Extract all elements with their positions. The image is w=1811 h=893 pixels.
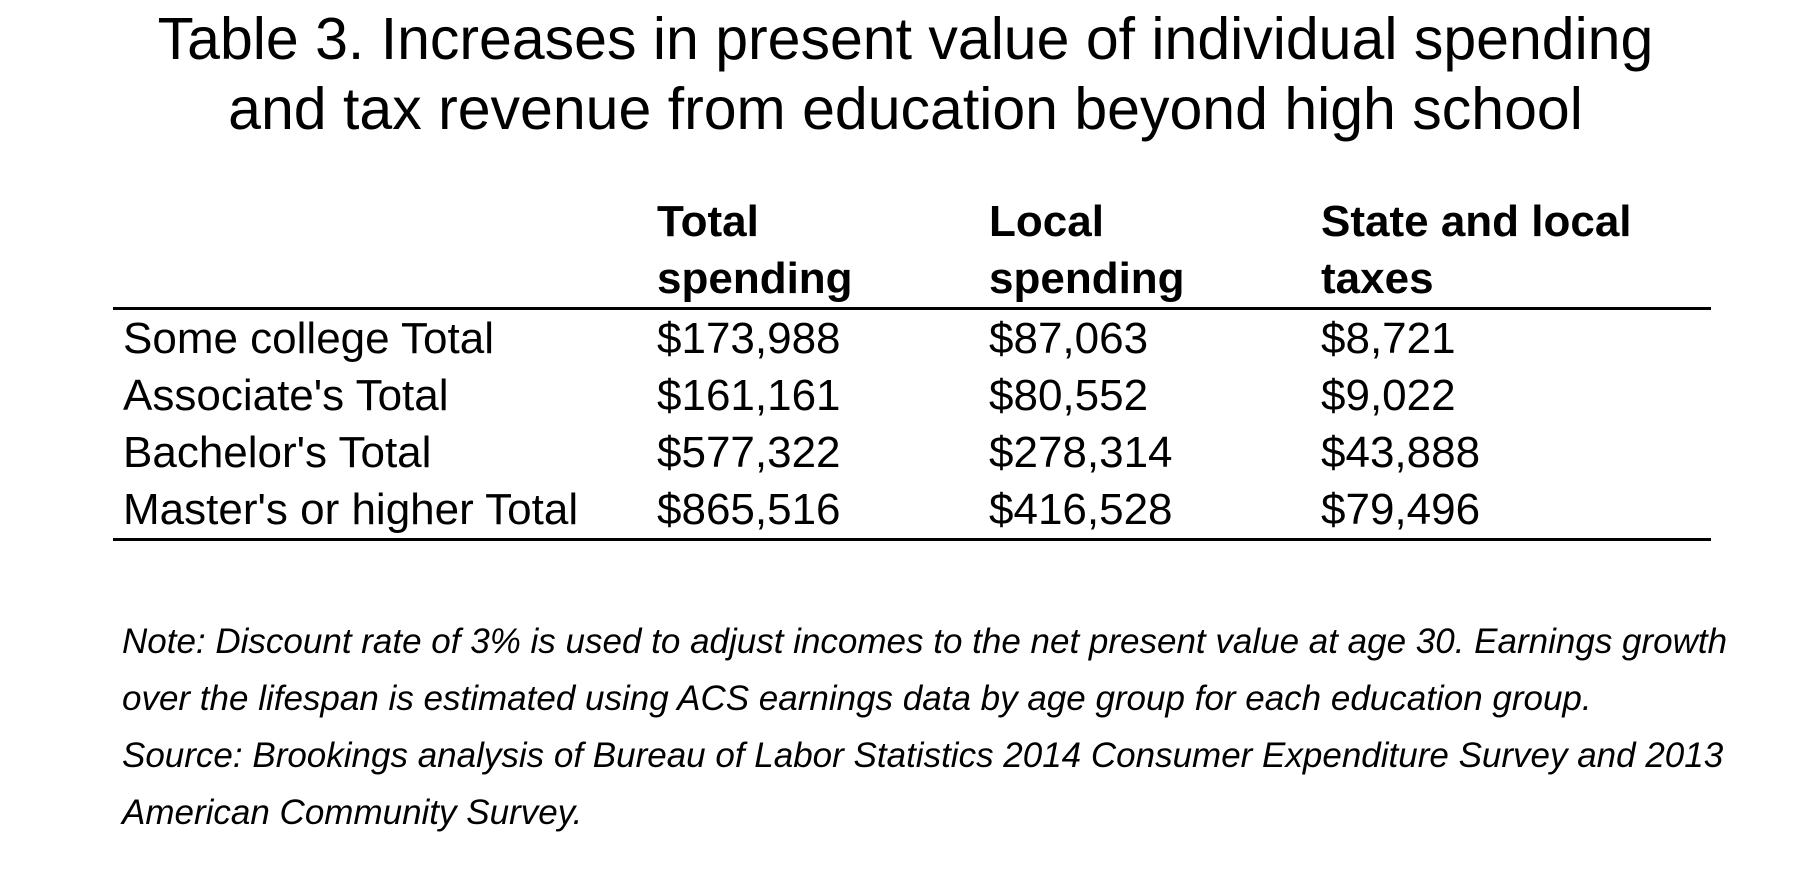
cell-total-spending: $161,161 — [657, 371, 841, 420]
table-row-some-college — [113, 309, 1711, 368]
cell-total-spending: $577,322 — [657, 428, 841, 477]
header-total-spending-line-2: spending — [657, 254, 853, 303]
note-text: Note: Discount rate of 3% is used to adjust incomes to the net present value at age 30. Earnings growth over the lifespan is estimated using ACS earnings data by age group for each education group. — [122, 622, 1728, 718]
source-text: Source: Brookings analysis of Bureau of Labor Statistics 2014 Consumer Expenditure Survey and 2013 American Community Survey. — [122, 736, 1724, 832]
header-state-local-taxes-line-2: taxes — [1321, 254, 1434, 303]
table-row-bachelors — [113, 424, 1711, 481]
cell-state-local-taxes: $43,888 — [1321, 428, 1481, 477]
row-label: Master's or higher Total — [113, 481, 657, 540]
header-local-spending-line-2: spending — [989, 254, 1185, 303]
cell-state-local-taxes: $8,721 — [1321, 314, 1456, 363]
row-label: Some college Total — [123, 314, 494, 363]
header-total-spending — [657, 193, 989, 309]
header-blank — [113, 193, 657, 309]
cell-local-spending: $416,528 — [989, 481, 1321, 540]
header-local-spending — [989, 193, 1321, 309]
header-state-local-taxes — [1321, 193, 1711, 309]
header-total-spending-line-1: Total — [657, 197, 759, 246]
cell-local-spending: $87,063 — [989, 314, 1149, 363]
table-row-associates — [113, 367, 1711, 424]
cell-local-spending: $278,314 — [989, 428, 1173, 477]
table-title-line-1: Table 3. Increases in present value of individual spending — [157, 6, 1654, 72]
table-row-masters — [113, 481, 1711, 540]
cell-local-spending: $80,552 — [989, 371, 1149, 420]
table-notes — [122, 613, 1762, 841]
row-label: Associate's Total — [123, 371, 449, 420]
table-title-line-2: and tax revenue from education beyond high school — [228, 76, 1583, 142]
header-local-spending-line-1: Local — [989, 197, 1104, 246]
table-header-row — [113, 193, 1711, 309]
data-table — [113, 193, 1711, 541]
cell-state-local-taxes: $79,496 — [1321, 481, 1711, 540]
cell-total-spending: $173,988 — [657, 314, 841, 363]
cell-total-spending: $865,516 — [657, 481, 989, 540]
header-state-local-taxes-line-1: State and local — [1321, 197, 1632, 246]
cell-state-local-taxes: $9,022 — [1321, 371, 1456, 420]
row-label: Bachelor's Total — [123, 428, 432, 477]
table-title — [0, 4, 1811, 144]
